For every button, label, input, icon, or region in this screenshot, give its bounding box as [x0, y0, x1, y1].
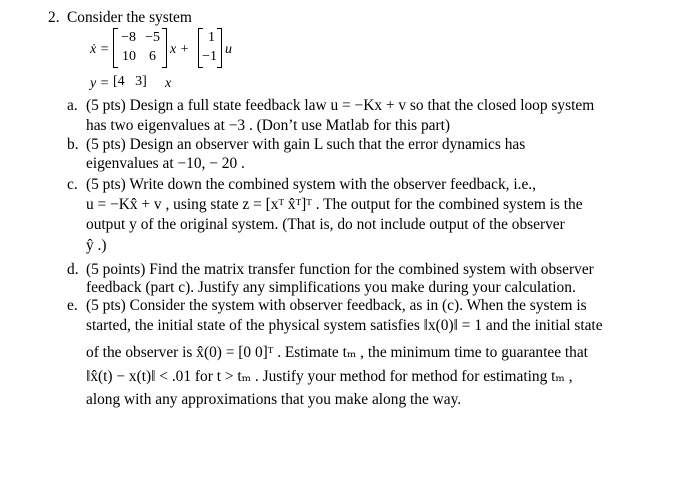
matrix-a-cell: 10 [122, 49, 136, 64]
state-eq-u: u [225, 42, 232, 57]
part-b-line: eigenvalues at −10, − 20 . [86, 155, 245, 172]
bracket-left: [ [113, 74, 118, 89]
matrix-a-cell: −8 [121, 30, 136, 45]
part-e-line: (5 pts) Consider the system with observer feedback, as in (c). When the system is [86, 297, 587, 314]
part-c-line: output y of the original system. (That is, do not include output of the observer [86, 216, 565, 233]
part-c-line: ŷ .) [86, 237, 107, 254]
part-c-label: c. [67, 176, 78, 193]
problem-intro: Consider the system [67, 9, 192, 26]
output-eq-x: x [165, 76, 172, 91]
part-e-line: ‖x̂(t) − x(t)‖ < .01 for t > tₘ . Justify your method for method for estimating tₘ , [86, 368, 573, 385]
matrix-b [198, 29, 222, 67]
part-c-line: (5 pts) Write down the combined system with the observer feedback, i.e., [86, 176, 537, 193]
bracket-right: ] [142, 74, 147, 89]
matrix-a-cell: 6 [149, 49, 156, 64]
part-e-line: along with any approximations that you make along the way. [86, 391, 462, 408]
part-d-label: d. [67, 261, 79, 278]
matrix-b-cell: −1 [202, 49, 217, 64]
part-d-line: (5 points) Find the matrix transfer function for the combined system with observer [86, 261, 594, 278]
part-e-label: e. [67, 297, 78, 314]
part-b-label: b. [67, 136, 79, 153]
matrix-a [113, 29, 167, 67]
state-eq-x-plus: x + [170, 42, 190, 57]
part-b-line: (5 pts) Design an observer with gain L such that the error dynamics has [86, 136, 526, 153]
part-a-label: a. [67, 97, 78, 114]
part-e-line: started, the initial state of the physical system satisfies ‖x(0)‖ = 1 and the initial state [86, 317, 603, 334]
problem-number: 2. [48, 9, 60, 26]
part-a-line: has two eigenvalues at −3 . (Don’t use Matlab for this part) [86, 117, 451, 134]
matrix-a-cell: −5 [145, 30, 160, 45]
part-c-line: u = −Kx̂ + v , using state z = [xᵀ x̂ᵀ]ᵀ . The output for the combined system is the [86, 196, 583, 213]
part-a-line: (5 pts) Design a full state feedback law u = −Kx + v so that the closed loop system [86, 97, 595, 114]
state-eq-lhs: ẋ = [90, 42, 110, 57]
matrix-c [113, 72, 147, 92]
part-d-line: feedback (part c). Justify any simplifications you make during your calculation. [86, 279, 576, 296]
output-eq-lhs: y = [90, 76, 110, 91]
matrix-c-values: 4 3 [117, 74, 143, 89]
matrix-b-cell: 1 [208, 30, 215, 45]
part-e-line: of the observer is x̂(0) = [0 0]ᵀ . Estimate tₘ , the minimum time to guarantee that [86, 344, 588, 361]
